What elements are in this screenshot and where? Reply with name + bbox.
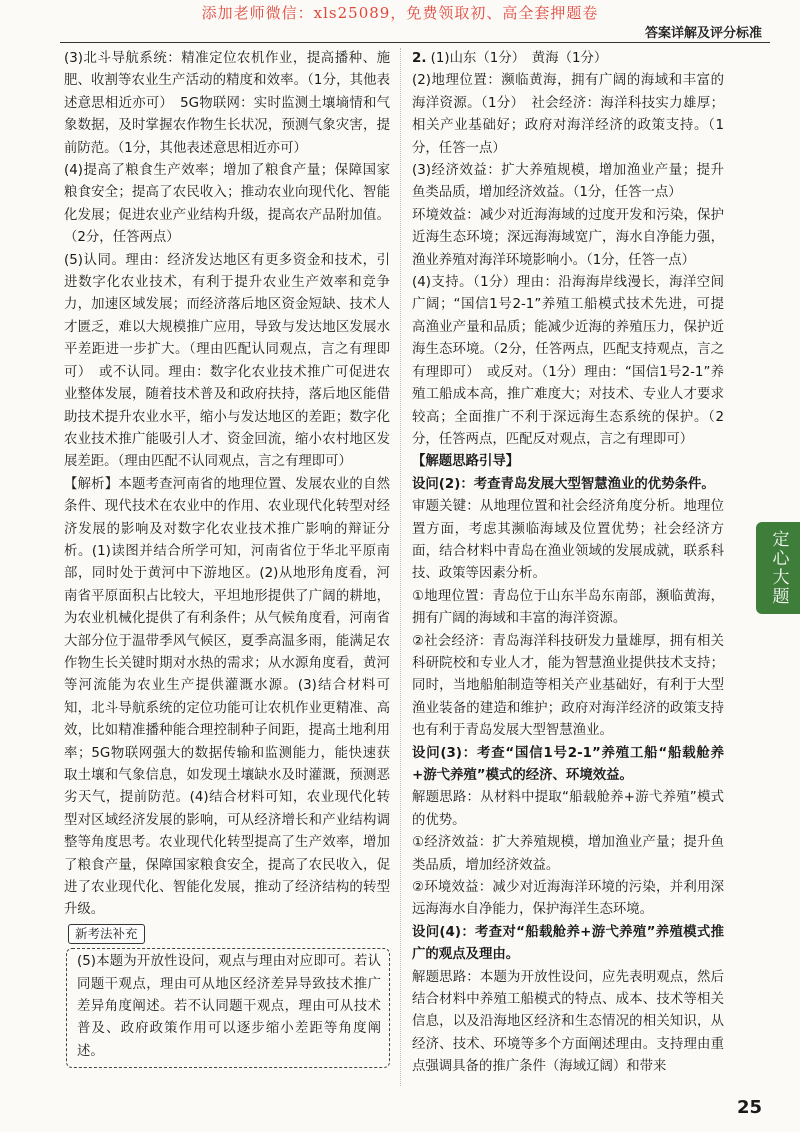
q2-answer-3: (3)经济效益：扩大养殖规模，增加渔业产量；提升鱼类品质，增加经济效益。（1分，任答一点） — [412, 163, 724, 201]
q2-answer-1: 2. (1)山东（1分） 黄海（1分） — [412, 51, 608, 66]
guide-q3-idea: 解题思路：从材料中提取“船载舱养+游弋养殖”模式的优势。 — [412, 790, 724, 828]
q2-answer-4: (4)支持。（1分）理由：沿海海岸线漫长，海洋空间广阔；“国信1号2-1”养殖工船模式技术先进，可提高渔业产量和品质；能减少近海的养殖压力，保护近海生态环境。（2分，任答两点，匹配支持观点，言之有理即可） 或反对。（1分）理由：“国信1号2-1”养殖工船成本高，推广难度大；对技术、专业人才要求较高；全面推广不利于深远海生态系统的保护。（2分，任答两点，匹配反对观点，言之有理即可） — [412, 275, 724, 447]
q2-answer-3-env: 环境效益：减少对近海海域的过度开发和污染，保护近海生态环境；深远海海域宽广，海水自净能力强，渔业养殖对海洋环境影响小。（1分，任答一点） — [412, 207, 724, 268]
guide-heading: 【解题思路引导】 — [412, 454, 520, 470]
answer-5: (5)认同。理由：经济发达地区有更多资金和技术，引进数字化农业技术，有利于提升农业生产效率和竞争力，加速区域发展；而经济落后地区资金短缺、技术人才匮乏，难以大规模推广应用，导致与发达地区发展水平差距进一步扩大。（理由匹配认同观点，言之有理即可） 或不认同。理由：数字化农业技术推广可促进农业整体发展，随着技术普及和政府扶持，落后地区能借助技术提升农业水平，缩小与发达地区的差距；数字化农业技术推广能吸引人才、资金回流，缩小农村地区发展差距。（理由匹配不认同观点，言之有理即可） — [64, 252, 390, 470]
column-divider — [400, 48, 401, 1086]
analysis-paragraph: 【解析】本题考查河南省的地理位置、发展农业的自然条件、现代技术在农业中的作用、农业现代化转型对经济发展的影响及对数字化农业技术推广影响的辩证分析。(1)读图并结合所学可知，河南省位于华北平原南部，同时处于黄河中下游地区。(2)从地形角度看，河南省平原面积占比较大，平坦地形提供了广阔的耕地，为农业机械化提供了有利条件；从气候角度看，河南省大部分位于温带季风气候区，夏季高温多雨，能满足农作物生长关键时期对水热的需求；从水源角度看，黄河等河流能为农业生产提供灌溉水源。(3)结合材料可知，北斗导航系统的定位功能可让农机作业更精准、高效，比如精准播种能合理控制种子间距，提高土地利用率；5G物联网强大的数据传输和监测能力，能快速获取土壤和气象信息，如发现土壤缺水及时灌溉，预测恶劣天气，提前防范。(4)结合材料可知，农业现代化转型对区域经济发展的影响，可从经济增长和产业结构调整等角度思考。农业现代化转型提高了生产效率，增加了粮食产量，保障国家粮食安全，提高了农民收入，促进了农业现代化、智能化发展，推动了经济结构的转型升级。 — [64, 476, 390, 918]
guide-q2-point1: ①地理位置：青岛位于山东半岛东南部，濒临黄海，拥有广阔的海域和丰富的海洋资源。 — [412, 588, 724, 627]
q2-answer-2: (2)地理位置：濒临黄海，拥有广阔的海域和丰富的海洋资源。（1分） 社会经济：海洋科技实力雄厚；相关产业基础好；政府对海洋经济的政策支持。（1分，任答一点） — [412, 73, 724, 156]
guide-q2-key: 审题关键：从地理位置和社会经济角度分析。地理位置方面，考虑其濒临海域及位置优势；社会经济方面，结合材料中青岛在渔业领域的发展成就，联系科技、政策等因素分析。 — [412, 499, 724, 582]
guide-q4-idea: 解题思路：本题为开放性设问，应先表明观点，然后结合材料中养殖工船模式的特点、成本、技术等相关信息，以及沿海地区经济和生态情况的相关知识，从经济、技术、环境等多个方面阐述理由。支持理由重点强调具备的推广条件（海域辽阔）和带来 — [412, 969, 724, 1075]
right-column — [412, 48, 724, 1079]
new-method-tag: 新考法补充 — [68, 924, 145, 944]
header-rule — [60, 42, 770, 43]
supplement-box — [66, 948, 390, 1068]
guide-q3-point2: ②环境效益：减少对近海海洋环境的污染，并利用深远海海水自净能力，保护海洋生态环境。 — [412, 880, 724, 918]
guide-q3: 设问(3)：考查“国信1号2-1”养殖工船“船载舱养+游弋养殖”模式的经济、环境效益。 — [412, 745, 724, 783]
answer-4: (4)提高了粮食生产效率；增加了粮食产量；保障国家粮食安全；提高了农民收入；推动农业向现代化、智能化发展；促进农业产业结构升级，提高农产品附加值。（2分，任答两点） — [64, 163, 390, 246]
supplement-text: (5)本题为开放性设问，观点与理由对应即可。若认同题干观点，理由可从地区经济差异导致技术推广差异角度阐述。若不认同题干观点，理由可从技术普及、政府政策作用可以逐步缩小差距等角度阐述。 — [77, 954, 381, 1059]
header-title: 答案详解及评分标准 — [644, 26, 762, 41]
watermark-text: 添加老师微信：xls25089，免费领取初、高全套押题卷 — [201, 4, 599, 22]
left-column — [64, 48, 390, 1068]
guide-q4: 设问(4)：考查对“船载舱养+游弋养殖”养殖模式推广的观点及理由。 — [412, 924, 724, 963]
guide-q3-point1: ①经济效益：扩大养殖规模，增加渔业产量；提升鱼类品质，增加经济效益。 — [412, 835, 724, 873]
answer-3: (3)北斗导航系统：精准定位农机作业，提高播种、施肥、收割等农业生产活动的精度和效率。（1分，其他表述意思相近亦可） 5G物联网：实时监测土壤墒情和气象数据，及时掌握农作物生长状况，预测气象灾害，提前防范。（1分，其他表述意思相近亦可） — [64, 51, 390, 156]
question-number: 2. — [412, 51, 427, 66]
guide-q2-point2: ②社会经济：青岛海洋科技研发力量雄厚，拥有相关科研院校和专业人才，能为智慧渔业提供技术支持；同时，当地船舶制造等相关产业基础好，有利于大型渔业装备的建造和维护；政府对海洋经济的政策支持也有利于青岛发展大型智慧渔业。 — [412, 633, 724, 739]
page-number: 25 — [736, 1097, 762, 1118]
section-tab[interactable]: 定心大题 — [756, 522, 800, 614]
guide-q2: 设问(2)：考查青岛发展大型智慧渔业的优势条件。 — [412, 476, 715, 492]
